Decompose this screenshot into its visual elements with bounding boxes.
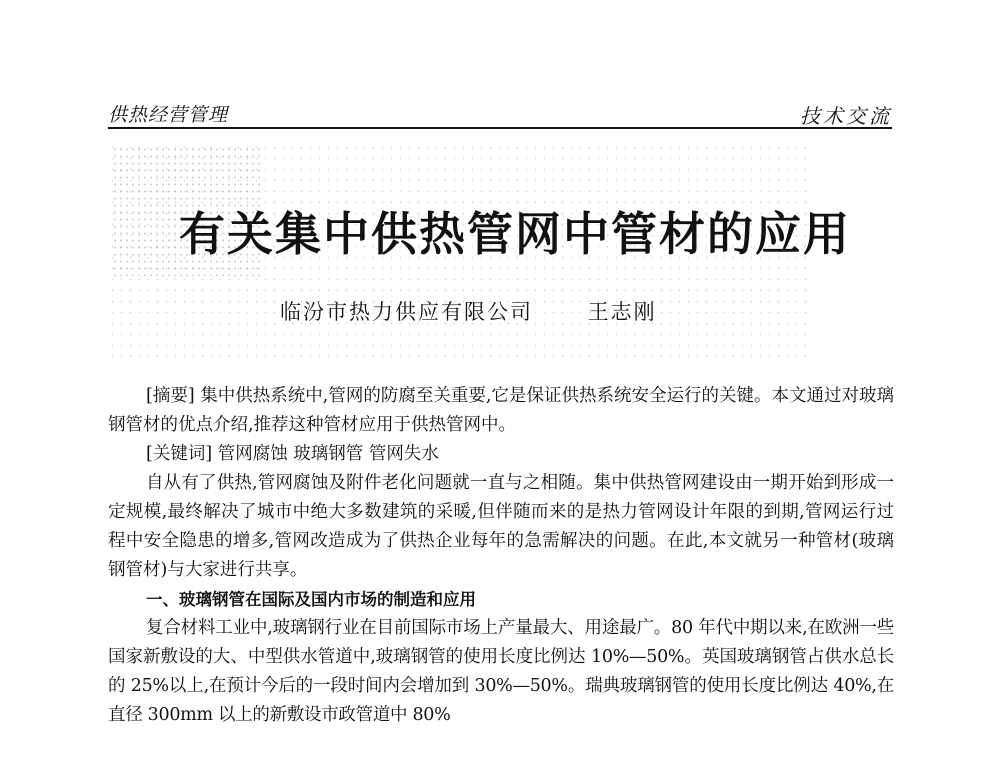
abstract-text: 集中供热系统中,管网的防腐至关重要,它是保证供热系统安全运行的关键。本文通过对玻璃钢管材的优点介绍,推荐这种管材应用于供热管网中。 — [108, 386, 895, 435]
author-name: 王志刚 — [587, 300, 657, 324]
article-title: 有关集中供热管网中管材的应用 — [179, 207, 851, 261]
running-header — [108, 98, 892, 128]
header-column-name: 供热经营管理 — [108, 104, 229, 126]
intro-paragraph: 自从有了供热,管网腐蚀及附件老化问题就一直与之相随。集中供热管网建设由一期开始到形成一定规模,最终解决了城市中绝大多数建筑的采暖,但伴随而来的是热力管网设计年限的到期,管网运行过程中安全隐患的增多,管网改造成为了供热企业每年的急需解决的问题。在此,本文就另一种管材(玻璃钢管材)与大家进行共享。 — [108, 473, 894, 580]
keywords-paragraph — [108, 440, 894, 469]
header-section-name: 技术交流 — [800, 104, 892, 128]
author-organization: 临汾市热力供应有限公司 — [280, 300, 533, 324]
keywords-label: [关键词] — [146, 444, 213, 464]
keywords-text: 管网腐蚀 玻璃钢管 管网失水 — [217, 444, 439, 464]
header-rule — [108, 127, 892, 129]
byline — [280, 296, 657, 326]
abstract-label: [摘要] — [146, 386, 195, 406]
abstract-paragraph — [108, 382, 894, 440]
article-body — [108, 382, 894, 730]
section-heading: 一、玻璃钢管在国际及国内市场的制造和应用 — [146, 590, 476, 609]
section-paragraph: 复合材料工业中,玻璃钢行业在目前国际市场上产量最大、用途最广。80 年代中期以来,在欧洲一些国家新敷设的大、中型供水管道中,玻璃钢管的使用长度比例达 10%—50%。英国玻璃钢管占供水总长的 25%以上,在预计今后的一段时间内会增加到 30%—50%。瑞典玻璃钢管的使用长度比例达 40%,在直径 300mm 以上的新敷设市政管道中 80% — [108, 618, 894, 725]
